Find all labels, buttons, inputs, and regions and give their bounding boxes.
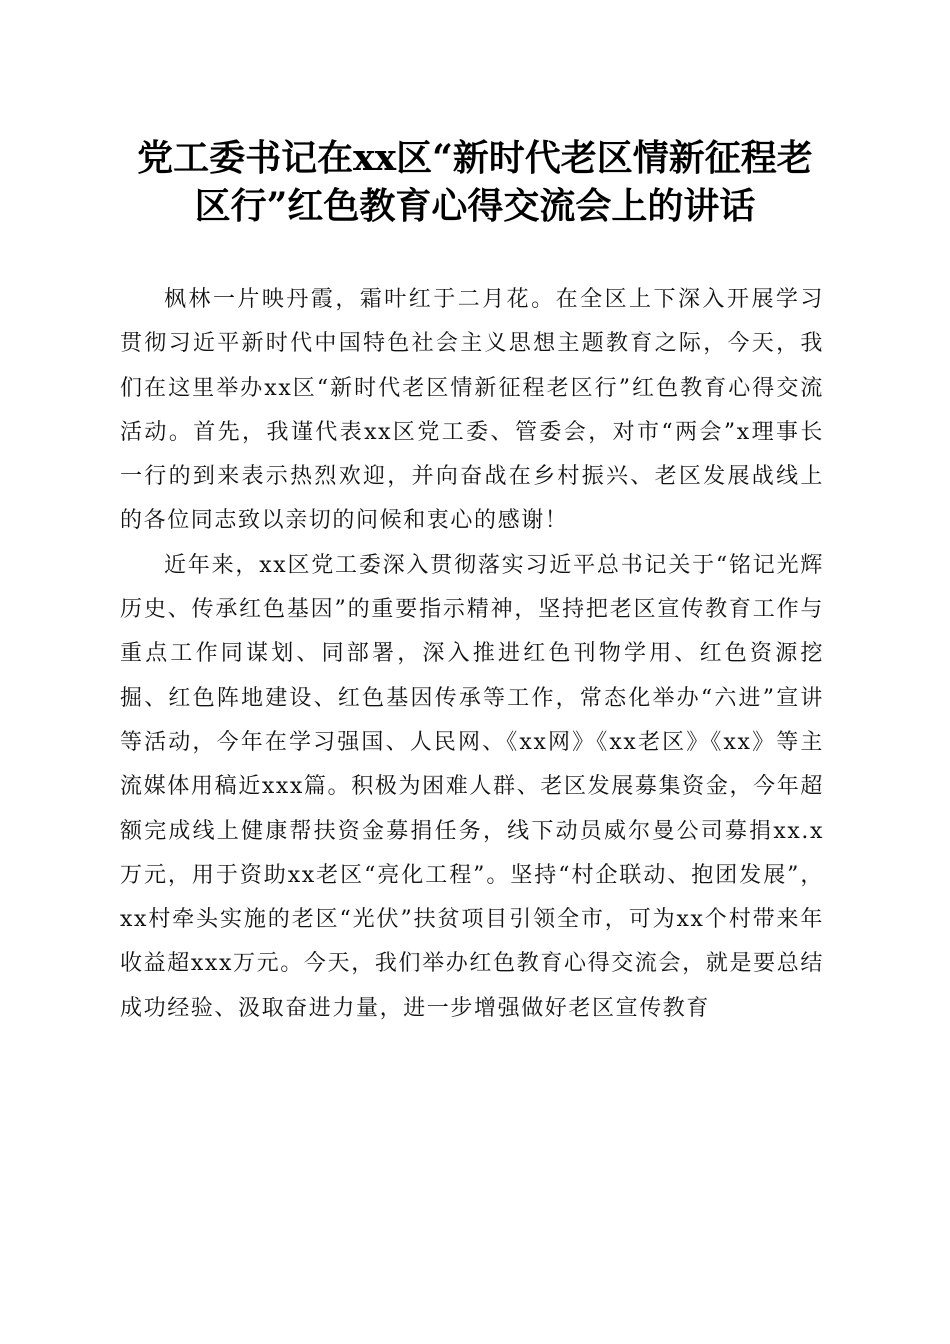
title-line-2: 区行”红色教育心得交流会上的讲话 bbox=[194, 185, 756, 227]
paragraph-1: 枫林一片映丹霞，霜叶红于二月花。在全区上下深入开展学习贯彻习近平新时代中国特色社会主义思想主题教育之际，今天，我们在这里举办xx区“新时代老区情新征程老区行”红色教育心得交流活动。首先，我谨代表xx区党工委、管委会，对市“两会”x理事长一行的到来表示热烈欢迎，并向奋战在乡村振兴、老区发展战线上的各位同志致以亲切的问候和衷心的感谢！ bbox=[120, 287, 824, 534]
document-title bbox=[110, 134, 840, 230]
paragraph-2: 近年来，xx区党工委深入贯彻落实习近平总书记关于“铭记光辉历史、传承红色基因”的重要指示精神，坚持把老区宣传教育工作与重点工作同谋划、同部署，深入推进红色刊物学用、红色资源挖掘、红色阵地建设、红色基因传承等工作，常态化举办“六进”宣讲等活动，今年在学习强国、人民网、《xx网》《xx老区》《xx》等主流媒体用稿近xxx篇。积极为困难人群、老区发展募集资金，今年超额完成线上健康帮扶资金募捐任务，线下动员威尔曼公司募捐xx.x万元，用于资助xx老区“亮化工程”。坚持“村企联动、抱团发展”，xx村牵头实施的老区“光伏”扶贫项目引领全市，可为xx个村带来年收益超xxx万元。今天，我们举办红色教育心得交流会，就是要总结成功经验、汲取奋进力量，进一步增强做好老区宣传教育 bbox=[120, 552, 824, 1021]
title-line-1: 党工委书记在xx区“新时代老区情新征程老 bbox=[137, 137, 813, 179]
document-body bbox=[120, 278, 824, 1031]
